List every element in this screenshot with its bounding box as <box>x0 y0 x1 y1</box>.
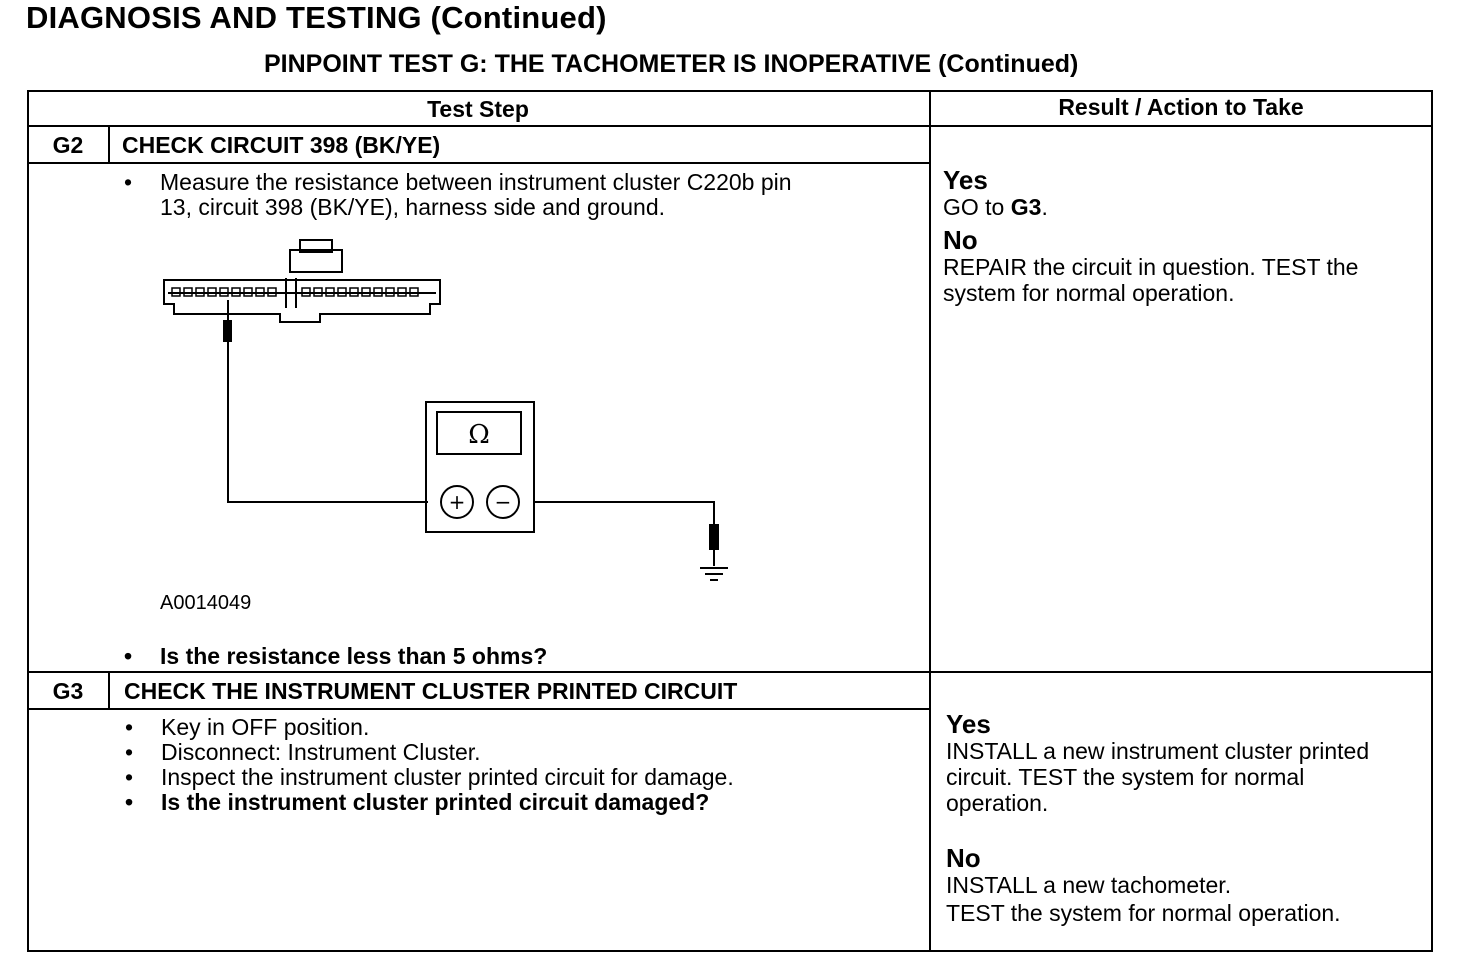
pinpoint-test-title: PINPOINT TEST G: THE TACHOMETER IS INOPERATIVE (Continued) <box>264 50 1079 78</box>
no-label: No <box>943 225 978 255</box>
step-g3-instructions <box>125 715 915 815</box>
header-result-action: Result / Action to Take <box>1058 94 1304 120</box>
step-id-g2: G2 <box>52 132 84 158</box>
instruction-line: 13, circuit 398 (BK/YE), harness side and ground. <box>160 194 666 220</box>
ohm-symbol: Ω <box>468 420 490 450</box>
no-action-line: INSTALL a new tachometer. <box>946 872 1232 898</box>
goto-step-link: G3 <box>1010 194 1042 220</box>
row-divider <box>27 671 1433 673</box>
ground-icon <box>700 524 728 580</box>
step-title-g2: CHECK CIRCUIT 398 (BK/YE) <box>122 132 441 158</box>
instruction-item: • Inspect the instrument cluster printed circuit for damage. <box>125 765 915 790</box>
yes-action-line: operation. <box>946 790 1049 816</box>
step-g2-instructions <box>124 170 914 220</box>
question-item: • Is the instrument cluster printed circuit damaged? <box>125 790 915 815</box>
instruction-line: Measure the resistance between instrument cluster C220b pin <box>160 169 792 195</box>
result-g2 <box>943 166 1423 306</box>
page-title: DIAGNOSIS AND TESTING (Continued) <box>26 0 607 35</box>
step-id-g3: G3 <box>52 678 84 704</box>
yes-label: Yes <box>943 165 988 195</box>
yes-action-line: INSTALL a new instrument cluster printed <box>946 738 1370 764</box>
step-title-underline-g3 <box>27 708 930 710</box>
yes-action-line: circuit. TEST the system for normal <box>946 764 1305 790</box>
no-action-line: system for normal operation. <box>943 280 1235 306</box>
yes-action-text: GO to <box>943 194 1011 220</box>
connector-c220b-icon <box>164 240 440 322</box>
result-g3-yes <box>946 710 1426 816</box>
header-test-step: Test Step <box>427 96 529 122</box>
test-lead-positive <box>228 342 428 502</box>
no-action-line: REPAIR the circuit in question. TEST the <box>943 254 1359 280</box>
step-title-underline-g2 <box>27 162 930 164</box>
plus-terminal-symbol: + <box>448 490 466 514</box>
no-label: No <box>946 843 981 873</box>
step-title-g3: CHECK THE INSTRUMENT CLUSTER PRINTED CIRCUIT <box>124 678 738 704</box>
yes-action <box>943 194 1423 220</box>
yes-action-period: . <box>1041 194 1048 220</box>
test-lead-negative <box>534 502 714 528</box>
no-action-line: TEST the system for normal operation. <box>946 900 1341 926</box>
yes-label: Yes <box>946 709 991 739</box>
result-g3-no <box>946 844 1426 926</box>
minus-terminal-symbol: − <box>494 490 512 514</box>
header-divider <box>27 125 1433 127</box>
test-probe-icon <box>223 300 232 342</box>
instruction-item: • Disconnect: Instrument Cluster. <box>125 740 915 765</box>
column-divider <box>929 90 931 952</box>
instruction-item: • Key in OFF position. <box>125 715 915 740</box>
figure-code: A0014049 <box>160 592 252 614</box>
resistance-test-diagram <box>150 238 770 618</box>
instruction-item <box>124 170 914 220</box>
question-item: • Is the resistance less than 5 ohms? <box>124 644 914 669</box>
step-g2-question <box>124 644 914 669</box>
